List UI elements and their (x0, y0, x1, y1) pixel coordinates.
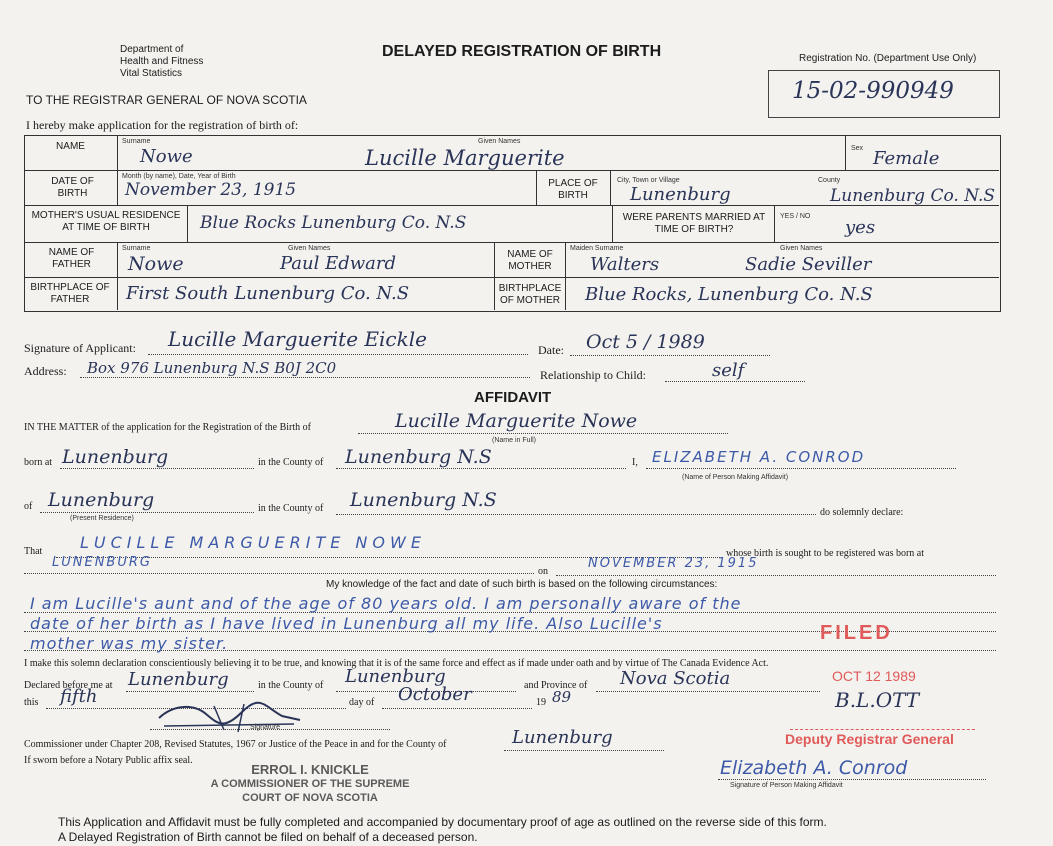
father-name-label: NAME OF FATHER (48, 247, 95, 270)
col-divider (612, 205, 613, 242)
father-surname-sublabel: Surname (122, 245, 151, 252)
mother-name-label: NAME OF MOTHER (507, 249, 553, 272)
commissioner-signature (154, 700, 304, 736)
declaration-day: fifth (60, 686, 98, 707)
notary-text: If sworn before a Notary Public affix seal. (24, 755, 193, 766)
county-of-label: in the County of (258, 457, 324, 468)
signature-line (148, 354, 528, 355)
col-divider (536, 170, 537, 205)
child-full-name: Lucille Marguerite Nowe (395, 410, 638, 432)
born-date-line (556, 575, 996, 576)
col-divider (610, 170, 611, 205)
circumstance-line-1: I am Lucille's aunt and of the age of 80 years old. I am personally aware of the (30, 594, 742, 613)
applicant-signature: Lucille Marguerite Eickle (168, 327, 427, 351)
affiant-sign-line (718, 779, 986, 780)
filed-stamp: FILED (820, 622, 893, 644)
day-of-label: day of (349, 697, 375, 708)
i-label: I, (632, 457, 638, 468)
birth-date-2: NOVEMBER 23, 1915 (588, 556, 759, 571)
born-place-line (24, 573, 534, 574)
surname-sublabel: Surname (122, 138, 151, 145)
affiant-signature: Elizabeth A. Conrod (720, 757, 908, 779)
matter-line (358, 433, 728, 434)
father-birthplace-label: BIRTHPLACE OF FATHER (30, 282, 110, 305)
born-at: Lunenburg (62, 446, 169, 468)
commissioner-county: Lunenburg (512, 727, 613, 748)
affiant-name: ELIZABETH A. CONROD (652, 448, 866, 466)
signature-caption: Signature (250, 724, 280, 731)
county-sublabel: County (818, 177, 841, 184)
relationship-line (665, 381, 805, 382)
date-label: Date: (538, 343, 564, 357)
commissioner-text: Commissioner under Chapter 208, Revised Statutes, 1967 or Justice of the Peace in and for the County of (24, 739, 447, 750)
sex-sublabel: Sex (851, 145, 864, 152)
year-prefix: 19 (536, 697, 546, 708)
born-at-label: born at (24, 457, 53, 468)
father-given-names: Paul Edward (280, 253, 397, 274)
born-county-line (336, 468, 626, 469)
that-label: That (24, 546, 43, 557)
to-registrar-line: TO THE REGISTRAR GENERAL OF NOVA SCOTIA (26, 93, 307, 107)
commissioner-court: COURT OF NOVA SCOTIA (242, 792, 378, 804)
residence: Lunenburg (48, 489, 155, 511)
of-label: of (24, 501, 33, 512)
father-given-sublabel: Given Names (288, 245, 331, 252)
mother-residence: Blue Rocks Lunenburg Co. N.S (200, 213, 467, 233)
dept-line: Vital Statistics (120, 68, 183, 79)
whose-birth-text: whose birth is sought to be registered was born at (726, 548, 925, 559)
province-line (596, 691, 820, 692)
col-divider (774, 205, 775, 242)
month-line (382, 708, 532, 709)
dob-sublabel: Month (by name), Date, Year of Birth (122, 173, 236, 180)
yes-no-sublabel: YES / NO (780, 213, 811, 220)
circumstance-line-3: mother was my sister. (30, 634, 229, 653)
row-divider (24, 242, 999, 243)
filed-date-stamp: OCT 12 1989 (832, 668, 916, 684)
affidavit-heading: AFFIDAVIT (474, 389, 552, 406)
department-block (120, 44, 203, 80)
city-sublabel: City, Town or Village (617, 177, 680, 184)
born-at-line (60, 468, 254, 469)
child-given-names: Lucille Marguerite (365, 146, 565, 170)
signature-label: Signature of Applicant: (24, 341, 136, 355)
registration-label: Registration No. (Department Use Only) (799, 53, 977, 64)
province-label: and Province of (524, 680, 588, 691)
declaration-year: 89 (552, 688, 572, 706)
applicant-address: Box 976 Lunenburg N.S B0J 2C0 (87, 359, 337, 377)
declared-at-line (126, 691, 254, 692)
solemn-declaration-text: I make this solemn declaration conscientiously believing it to be true, and knowing that it is of the same force and effect as if made under oath and by virtue of The Canada Evidence Act. (24, 658, 769, 669)
decl-county-label: in the County of (258, 680, 324, 691)
col-divider (117, 135, 118, 205)
birth-county: Lunenburg Co. N.S (830, 186, 996, 206)
col-divider (187, 205, 188, 242)
affiant-name-label: (Name of Person Making Affidavit) (682, 474, 789, 481)
row-divider (24, 277, 999, 278)
child-sex: Female (873, 148, 940, 169)
declared-before-label: Declared before me at (24, 680, 113, 691)
given-names-sublabel: Given Names (478, 138, 521, 145)
residence-line (40, 512, 254, 513)
father-birthplace: First South Lunenburg Co. N.S (126, 283, 410, 304)
dept-line: Health and Fitness (120, 56, 204, 67)
place-of-birth-label: PLACE OF BIRTH (548, 178, 598, 201)
deputy-registrar-stamp: Deputy Registrar General (785, 731, 954, 747)
col-divider (565, 242, 566, 310)
province: Nova Scotia (620, 668, 731, 689)
this-label: this (24, 697, 39, 708)
mother-maiden-surname: Walters (590, 254, 660, 275)
date-of-birth-label: DATE OF BIRTH (51, 176, 94, 199)
mother-birthplace: Blue Rocks, Lunenburg Co. N.S (585, 284, 873, 305)
registrar-initials: B.L.OTT (835, 688, 920, 712)
declaration-month: October (398, 684, 472, 705)
affiant-line (646, 468, 956, 469)
on-label: on (538, 566, 548, 577)
declaration-county: Lunenburg (345, 666, 446, 687)
footer-line-2: A Delayed Registration of Birth cannot be filed on behalf of a deceased person. (58, 830, 478, 844)
application-date: Oct 5 / 1989 (586, 331, 705, 353)
county-of-label: in the County of (258, 503, 324, 514)
mother-given-sublabel: Given Names (780, 245, 823, 252)
name-in-full-label: (Name in Full) (492, 437, 536, 444)
col-divider (117, 242, 118, 310)
circumstance-line-2: date of her birth as I have lived in Lunenburg all my life. Also Lucille's (30, 614, 663, 633)
matter-text: IN THE MATTER of the application for the Registration of the Birth of (24, 422, 311, 433)
registration-number: 15-02-990949 (792, 78, 954, 104)
maiden-surname-sublabel: Maiden Surname (570, 245, 624, 252)
declare-text: do solemnly declare: (820, 507, 904, 518)
apply-line: I hereby make application for the registration of birth of: (26, 118, 299, 132)
registrar-line (790, 729, 975, 730)
father-surname: Nowe (128, 253, 184, 275)
col-divider (845, 135, 846, 170)
present-residence-label: (Present Residence) (70, 515, 134, 522)
knowledge-text: My knowledge of the fact and date of such birth is based on the following circumstances: (326, 579, 718, 590)
dept-line: Department of (120, 44, 184, 55)
residence-county-line (336, 514, 816, 515)
mother-residence-label: MOTHER'S USUAL RESIDENCE AT TIME OF BIRTH (31, 210, 181, 233)
address-label: Address: (24, 364, 67, 378)
declared-at: Lunenburg (128, 669, 229, 690)
commissioner-title: A COMMISSIONER OF THE SUPREME (210, 778, 410, 790)
date-line (570, 355, 770, 356)
date-of-birth: November 23, 1915 (125, 180, 297, 200)
form-title: DELAYED REGISTRATION OF BIRTH (382, 43, 662, 60)
mother-birthplace-label: BIRTHPLACE OF MOTHER (498, 283, 562, 306)
footer-line-1: This Application and Affidavit must be fully completed and accompanied by documentary proof of age as outlined on the reverse side of this form. (58, 815, 827, 829)
parents-married: yes (845, 217, 876, 238)
address-line (80, 377, 530, 378)
commissioner-stamp (210, 763, 410, 805)
birth-city: Lunenburg (630, 184, 731, 205)
commissioner-name: ERROL I. KNICKLE (251, 762, 369, 777)
subject-name: LUCILLE MARGUERITE NOWE (80, 533, 426, 552)
relationship-label: Relationship to Child: (540, 368, 647, 382)
affiant-signature-caption: Signature of Person Making Affidavit (730, 782, 843, 789)
residence-county: Lunenburg N.S (350, 489, 497, 511)
mother-given-names: Sadie Seviller (745, 254, 872, 275)
child-surname: Nowe (140, 146, 193, 167)
birth-place-2: LUNENBURG (52, 555, 152, 570)
parents-married-label: WERE PARENTS MARRIED AT TIME OF BIRTH? (622, 212, 766, 235)
name-label: NAME (56, 141, 85, 152)
row-divider (24, 170, 999, 171)
relationship: self (712, 360, 745, 381)
comm-county-line (504, 750, 664, 751)
born-county: Lunenburg N.S (345, 446, 492, 468)
